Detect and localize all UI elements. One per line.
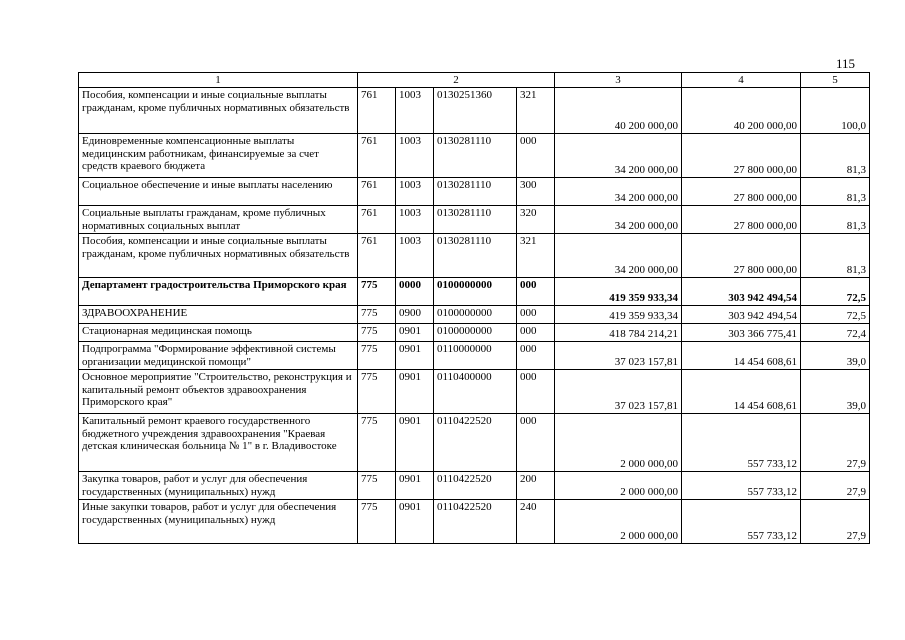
header-cell-1: 1: [79, 73, 358, 88]
row-section-cell: 0901: [396, 342, 434, 370]
row-section-cell: 1003: [396, 88, 434, 134]
row-vr-cell: 000: [517, 342, 555, 370]
row-grbs-cell: 761: [358, 234, 396, 278]
row-plan-amount-cell: 2 000 000,00: [555, 500, 682, 544]
row-target-cell: 0100000000: [434, 278, 517, 306]
row-target-cell: 0130281110: [434, 206, 517, 234]
row-target-cell: 0100000000: [434, 324, 517, 342]
row-plan-amount-cell: 2 000 000,00: [555, 472, 682, 500]
row-name-cell: ЗДРАВООХРАНЕНИЕ: [79, 306, 358, 324]
row-section-cell: 1003: [396, 134, 434, 178]
row-percent-cell: 81,3: [801, 234, 870, 278]
row-vr-cell: 300: [517, 178, 555, 206]
row-percent-cell: 27,9: [801, 472, 870, 500]
row-vr-cell: 000: [517, 414, 555, 472]
row-target-cell: 0110422520: [434, 500, 517, 544]
row-name-cell: Единовременные компенсационные выплаты медицинским работникам, финансируемые за счет средств краевого бюджета: [79, 134, 358, 178]
row-fact-amount-cell: 14 454 608,61: [682, 342, 801, 370]
row-target-cell: 0130281110: [434, 178, 517, 206]
row-grbs-cell: 775: [358, 370, 396, 414]
row-plan-amount-cell: 2 000 000,00: [555, 414, 682, 472]
row-fact-amount-cell: 40 200 000,00: [682, 88, 801, 134]
row-name-cell: Иные закупки товаров, работ и услуг для обеспечения государственных (муниципальных) нужд: [79, 500, 358, 544]
row-vr-cell: 000: [517, 370, 555, 414]
row-vr-cell: 240: [517, 500, 555, 544]
table-row: [79, 88, 870, 134]
row-fact-amount-cell: 303 942 494,54: [682, 306, 801, 324]
row-target-cell: 0110422520: [434, 414, 517, 472]
row-vr-cell: 000: [517, 306, 555, 324]
table-row: [79, 472, 870, 500]
row-plan-amount-cell: 34 200 000,00: [555, 134, 682, 178]
row-grbs-cell: 775: [358, 472, 396, 500]
row-fact-amount-cell: 27 800 000,00: [682, 178, 801, 206]
row-target-cell: 0130251360: [434, 88, 517, 134]
row-target-cell: 0130281110: [434, 234, 517, 278]
row-grbs-cell: 775: [358, 278, 396, 306]
row-fact-amount-cell: 27 800 000,00: [682, 206, 801, 234]
row-grbs-cell: 775: [358, 306, 396, 324]
row-name-cell: Департамент градостроительства Приморского края: [79, 278, 358, 306]
row-plan-amount-cell: 419 359 933,34: [555, 306, 682, 324]
row-fact-amount-cell: 557 733,12: [682, 414, 801, 472]
row-name-cell: Пособия, компенсации и иные социальные выплаты гражданам, кроме публичных нормативных обязательств: [79, 88, 358, 134]
row-plan-amount-cell: 34 200 000,00: [555, 206, 682, 234]
header-cell-3: 3: [555, 73, 682, 88]
row-vr-cell: 321: [517, 88, 555, 134]
row-vr-cell: 000: [517, 324, 555, 342]
row-section-cell: 0000: [396, 278, 434, 306]
header-cell-2: 2: [358, 73, 555, 88]
row-grbs-cell: 775: [358, 324, 396, 342]
row-plan-amount-cell: 37 023 157,81: [555, 342, 682, 370]
budget-table: [78, 72, 870, 544]
row-vr-cell: 000: [517, 278, 555, 306]
header-cell-5: 5: [801, 73, 870, 88]
row-percent-cell: 81,3: [801, 134, 870, 178]
row-plan-amount-cell: 418 784 214,21: [555, 324, 682, 342]
row-plan-amount-cell: 34 200 000,00: [555, 178, 682, 206]
row-percent-cell: 39,0: [801, 342, 870, 370]
row-plan-amount-cell: 419 359 933,34: [555, 278, 682, 306]
row-grbs-cell: 775: [358, 500, 396, 544]
row-percent-cell: 81,3: [801, 206, 870, 234]
row-target-cell: 0110400000: [434, 370, 517, 414]
row-vr-cell: 320: [517, 206, 555, 234]
row-name-cell: Закупка товаров, работ и услуг для обеспечения государственных (муниципальных) нужд: [79, 472, 358, 500]
row-vr-cell: 321: [517, 234, 555, 278]
row-section-cell: 1003: [396, 178, 434, 206]
row-name-cell: Социальное обеспечение и иные выплаты населению: [79, 178, 358, 206]
header-cell-4: 4: [682, 73, 801, 88]
row-grbs-cell: 761: [358, 178, 396, 206]
row-section-cell: 0901: [396, 472, 434, 500]
row-grbs-cell: 761: [358, 206, 396, 234]
row-fact-amount-cell: 27 800 000,00: [682, 234, 801, 278]
row-name-cell: Стационарная медицинская помощь: [79, 324, 358, 342]
row-grbs-cell: 775: [358, 414, 396, 472]
row-percent-cell: 100,0: [801, 88, 870, 134]
table-row: [79, 178, 870, 206]
row-percent-cell: 72,4: [801, 324, 870, 342]
row-percent-cell: 72,5: [801, 306, 870, 324]
table-row: [79, 234, 870, 278]
row-fact-amount-cell: 27 800 000,00: [682, 134, 801, 178]
row-fact-amount-cell: 303 366 775,41: [682, 324, 801, 342]
row-plan-amount-cell: 34 200 000,00: [555, 234, 682, 278]
row-percent-cell: 27,9: [801, 414, 870, 472]
table-row: [79, 370, 870, 414]
row-name-cell: Капитальный ремонт краевого государственного бюджетного учреждения здравоохранения "Краевая детская клиническая больница № 1" в г. Владивостоке: [79, 414, 358, 472]
row-name-cell: Пособия, компенсации и иные социальные выплаты гражданам, кроме публичных нормативных обязательств: [79, 234, 358, 278]
table-row: [79, 324, 870, 342]
row-percent-cell: 81,3: [801, 178, 870, 206]
row-grbs-cell: 775: [358, 342, 396, 370]
row-name-cell: Основное мероприятие "Строительство, реконструкция и капитальный ремонт объектов здравоохранения Приморского края": [79, 370, 358, 414]
row-target-cell: 0100000000: [434, 306, 517, 324]
row-fact-amount-cell: 557 733,12: [682, 472, 801, 500]
page-number: 115: [836, 56, 856, 71]
row-target-cell: 0110422520: [434, 472, 517, 500]
row-fact-amount-cell: 557 733,12: [682, 500, 801, 544]
row-section-cell: 0901: [396, 500, 434, 544]
row-section-cell: 0901: [396, 414, 434, 472]
row-plan-amount-cell: 40 200 000,00: [555, 88, 682, 134]
table-row: [79, 342, 870, 370]
row-plan-amount-cell: 37 023 157,81: [555, 370, 682, 414]
row-section-cell: 0901: [396, 324, 434, 342]
row-name-cell: Социальные выплаты гражданам, кроме публичных нормативных социальных выплат: [79, 206, 358, 234]
table-body: [79, 88, 870, 544]
row-vr-cell: 000: [517, 134, 555, 178]
row-target-cell: 0110000000: [434, 342, 517, 370]
row-vr-cell: 200: [517, 472, 555, 500]
table-row: [79, 278, 870, 306]
row-percent-cell: 39,0: [801, 370, 870, 414]
row-grbs-cell: 761: [358, 88, 396, 134]
row-section-cell: 0900: [396, 306, 434, 324]
row-section-cell: 1003: [396, 234, 434, 278]
table-row: [79, 134, 870, 178]
row-fact-amount-cell: 14 454 608,61: [682, 370, 801, 414]
row-fact-amount-cell: 303 942 494,54: [682, 278, 801, 306]
table-header-row: [79, 73, 870, 88]
row-target-cell: 0130281110: [434, 134, 517, 178]
row-name-cell: Подпрограмма "Формирование эффективной системы организации медицинской помощи": [79, 342, 358, 370]
table-row: [79, 206, 870, 234]
table-row: [79, 500, 870, 544]
row-percent-cell: 72,5: [801, 278, 870, 306]
table-row: [79, 414, 870, 472]
row-section-cell: 0901: [396, 370, 434, 414]
row-grbs-cell: 761: [358, 134, 396, 178]
row-section-cell: 1003: [396, 206, 434, 234]
table-row: [79, 306, 870, 324]
row-percent-cell: 27,9: [801, 500, 870, 544]
